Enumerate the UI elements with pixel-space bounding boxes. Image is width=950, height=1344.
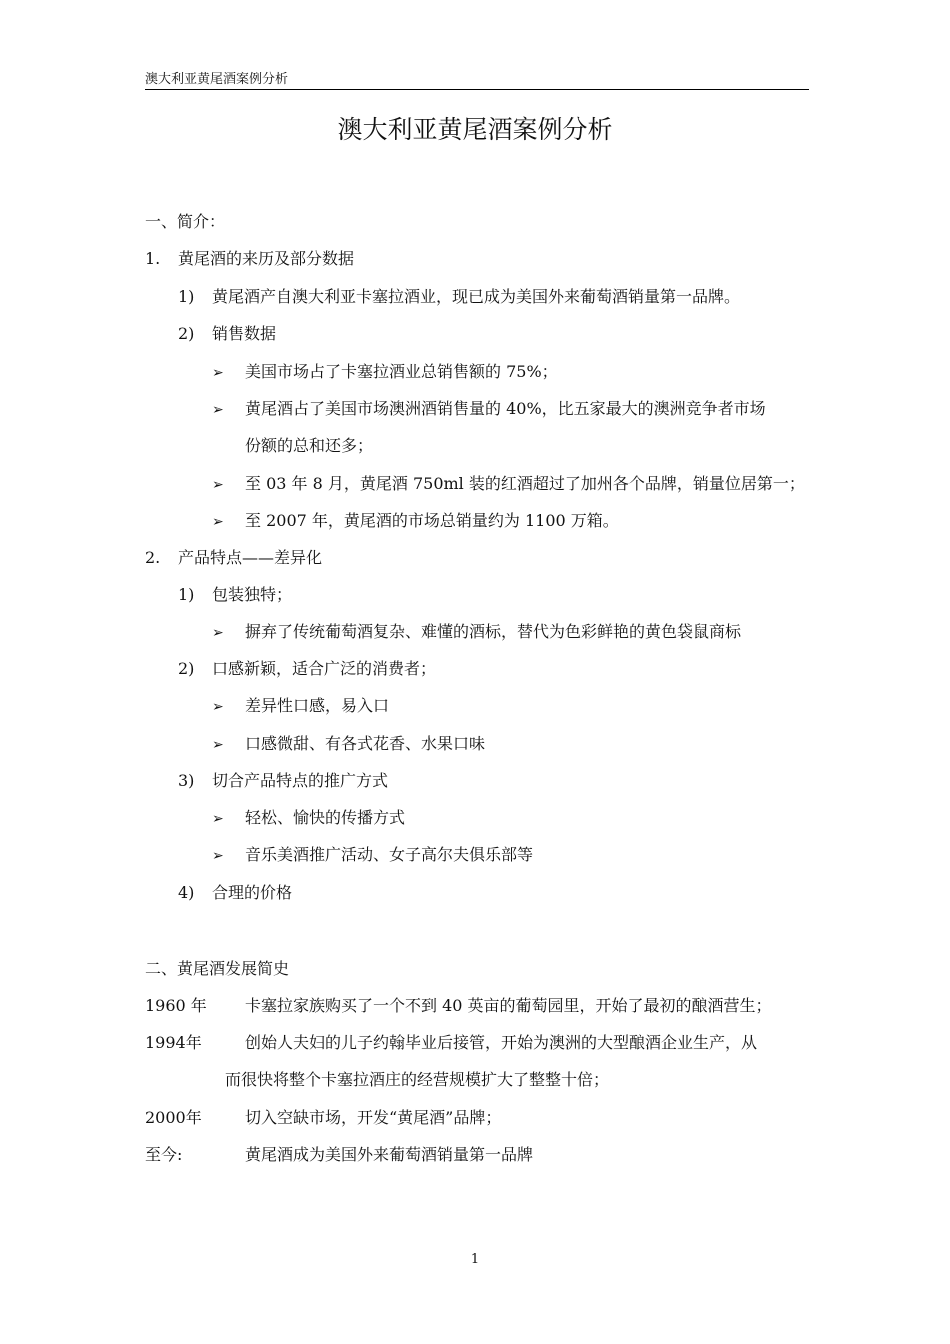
- bullet-continuation: 份额的总和还多；: [245, 436, 374, 455]
- arrow-bullet-icon: ➢: [212, 365, 224, 381]
- timeline-text: 卡塞拉家族购买了一个不到 40 英亩的葡萄园里，开始了最初的酿酒营生；: [245, 996, 772, 1015]
- arrow-bullet-icon: ➢: [212, 737, 224, 753]
- document-title: 澳大利亚黄尾酒案例分析: [337, 115, 613, 144]
- bullet-item: [212, 694, 389, 719]
- item-number: 2.: [145, 548, 161, 567]
- arrow-bullet-icon: ➢: [212, 848, 224, 864]
- item-text: 口感新颖，适合广泛的消费者；: [212, 659, 437, 678]
- arrow-bullet-icon: ➢: [212, 514, 224, 530]
- bullet-text: 轻松、愉快的传播方式: [245, 808, 406, 827]
- item-text: 黄尾酒产自澳大利亚卡塞拉酒业，现已成为美国外来葡萄酒销量第一品牌。: [212, 287, 741, 306]
- item-text: 包装独特；: [212, 585, 293, 604]
- page-number: 1: [470, 1252, 480, 1267]
- timeline-text: 而很快将整个卡塞拉酒庄的经营规模扩大了整整十倍；: [225, 1070, 610, 1089]
- bullet-text: 黄尾酒占了美国市场澳洲酒销售量的 40%，比五家最大的澳洲竞争者市场: [245, 399, 766, 418]
- item-number: 1): [178, 287, 195, 306]
- item-number: 3): [178, 771, 195, 790]
- timeline-text: 黄尾酒成为美国外来葡萄酒销量第一品牌: [245, 1145, 534, 1164]
- bullet-item: [212, 509, 619, 534]
- section1-heading: 一、简介：: [145, 212, 226, 231]
- timeline-year: 1994年: [145, 1033, 202, 1052]
- bullet-text: 至 2007 年，黄尾酒的市场总销量约为 1100 万箱。: [245, 511, 619, 530]
- bullet-text: 差异性口感，易入口: [245, 696, 390, 715]
- timeline-text: 切入空缺市场，开发“黄尾酒”品牌；: [245, 1108, 502, 1127]
- arrow-bullet-icon: ➢: [212, 811, 224, 827]
- bullet-item: [212, 397, 766, 422]
- timeline-year: 至今:: [145, 1145, 183, 1164]
- bullet-text: 口感微甜、有各式花香、水果口味: [245, 734, 486, 753]
- bullet-text: 摒弃了传统葡萄酒复杂、难懂的酒标，替代为色彩鲜艳的黄色袋鼠商标: [245, 622, 742, 641]
- timeline-year: 2000年: [145, 1108, 202, 1127]
- item-label: 黄尾酒的来历及部分数据: [178, 249, 355, 268]
- item-label: 产品特点——差异化: [178, 548, 323, 567]
- item-text: 销售数据: [212, 324, 277, 343]
- timeline-text: 创始人夫妇的儿子约翰毕业后接管，开始为澳洲的大型酿酒企业生产，从: [245, 1033, 758, 1052]
- item-text: 切合产品特点的推广方式: [212, 771, 389, 790]
- bullet-item: [212, 843, 533, 868]
- arrow-bullet-icon: ➢: [212, 477, 224, 493]
- item-number: 2): [178, 324, 195, 343]
- running-header: 澳大利亚黄尾酒案例分析: [145, 70, 809, 90]
- timeline-year: 1960 年: [145, 996, 207, 1015]
- bullet-item: [212, 732, 485, 757]
- arrow-bullet-icon: ➢: [212, 402, 224, 418]
- item-number: 2): [178, 659, 195, 678]
- bullet-text: 美国市场占了卡塞拉酒业总销售额的 75%；: [245, 362, 558, 381]
- item-number: 1): [178, 585, 195, 604]
- bullet-item: [212, 620, 741, 645]
- item-number: 4): [178, 883, 195, 902]
- arrow-bullet-icon: ➢: [212, 625, 224, 641]
- item-number: 1.: [145, 249, 161, 268]
- bullet-item: [212, 806, 405, 831]
- item-text: 合理的价格: [212, 883, 293, 902]
- bullet-text: 音乐美酒推广活动、女子高尔夫俱乐部等: [245, 845, 534, 864]
- bullet-item: [212, 360, 558, 385]
- arrow-bullet-icon: ➢: [212, 699, 224, 715]
- section2-heading: 二、黄尾酒发展简史: [145, 959, 290, 978]
- bullet-item: [212, 472, 805, 497]
- bullet-text: 至 03 年 8 月，黄尾酒 750ml 装的红酒超过了加州各个品牌，销量位居第一；: [245, 474, 805, 493]
